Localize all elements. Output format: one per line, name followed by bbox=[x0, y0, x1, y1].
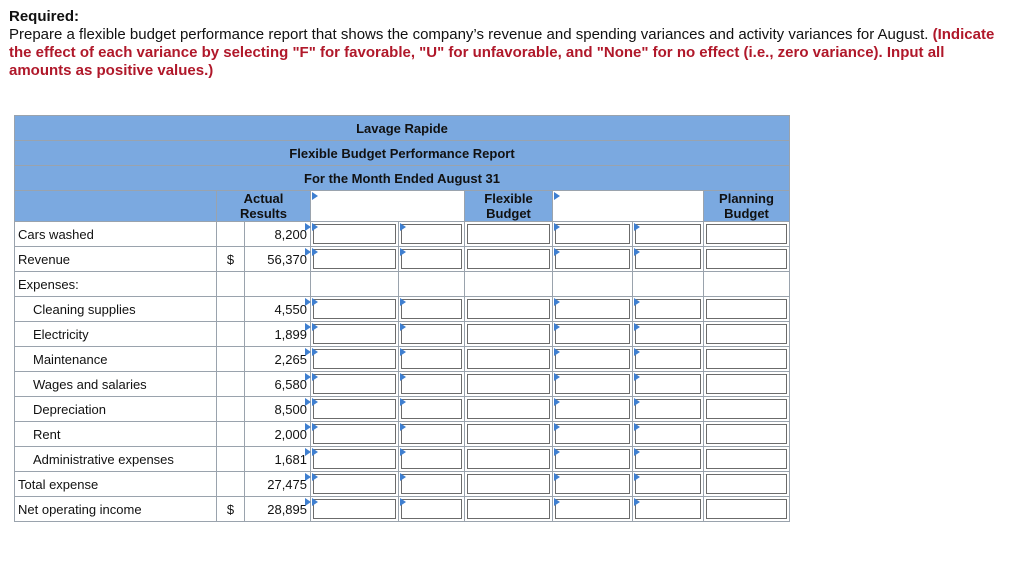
actual-value: 8,200 bbox=[245, 222, 311, 247]
row-label: Net operating income bbox=[15, 497, 217, 522]
variance-effect-select[interactable] bbox=[399, 447, 465, 472]
flexible-budget-input[interactable] bbox=[465, 472, 553, 497]
input-box[interactable] bbox=[555, 399, 630, 419]
flexible-budget-input[interactable] bbox=[465, 447, 553, 472]
variance-input[interactable] bbox=[311, 497, 399, 522]
select-box[interactable] bbox=[635, 399, 701, 419]
dropdown-marker-icon bbox=[312, 398, 318, 406]
input-box[interactable] bbox=[555, 249, 630, 269]
dropdown-marker-icon bbox=[400, 348, 406, 356]
dollar-sign bbox=[217, 347, 245, 372]
variance-input[interactable] bbox=[311, 422, 399, 447]
header-blank bbox=[15, 191, 217, 222]
variance-input[interactable] bbox=[553, 472, 633, 497]
variance-input[interactable] bbox=[311, 297, 399, 322]
variance-input[interactable] bbox=[553, 297, 633, 322]
select-box[interactable] bbox=[401, 424, 462, 444]
dropdown-marker-icon bbox=[400, 398, 406, 406]
variance-effect-select[interactable] bbox=[633, 472, 704, 497]
row-label: Revenue bbox=[15, 247, 217, 272]
row-label: Electricity bbox=[15, 322, 217, 347]
input-box[interactable] bbox=[467, 374, 550, 394]
row-label: Wages and salaries bbox=[15, 372, 217, 397]
input-box[interactable] bbox=[555, 374, 630, 394]
dropdown-marker-icon bbox=[634, 298, 640, 306]
input-box[interactable] bbox=[467, 299, 550, 319]
dropdown-marker-icon bbox=[634, 473, 640, 481]
flexible-budget-input[interactable] bbox=[465, 297, 553, 322]
input-box[interactable] bbox=[467, 424, 550, 444]
table-row bbox=[15, 422, 790, 447]
flexible-budget-input bbox=[465, 272, 553, 297]
instruction-note: (Indicate the effect of each variance by selecting "F" for favorable, "U" for unfavorable, and "None" for no effect (i.e., zero variance). Input all amounts as positive values.) bbox=[9, 26, 995, 79]
variance-effect-select[interactable] bbox=[399, 472, 465, 497]
select-box[interactable] bbox=[401, 399, 462, 419]
variance-input[interactable] bbox=[311, 222, 399, 247]
dropdown-marker-icon bbox=[400, 473, 406, 481]
variance-effect-select[interactable] bbox=[399, 372, 465, 397]
variance-effect-select[interactable] bbox=[399, 397, 465, 422]
select-box[interactable] bbox=[635, 374, 701, 394]
input-box[interactable] bbox=[555, 449, 630, 469]
dropdown-marker-icon bbox=[554, 192, 560, 200]
dropdown-marker-icon bbox=[400, 373, 406, 381]
select-box[interactable] bbox=[401, 349, 462, 369]
dropdown-marker-icon bbox=[312, 423, 318, 431]
input-box[interactable] bbox=[706, 224, 787, 244]
variance-input[interactable] bbox=[311, 322, 399, 347]
variance-effect-select[interactable] bbox=[399, 297, 465, 322]
variance-effect-select[interactable] bbox=[399, 222, 465, 247]
table-row bbox=[15, 247, 790, 272]
instruction-text bbox=[9, 26, 1009, 80]
table-row bbox=[15, 222, 790, 247]
select-box[interactable] bbox=[401, 299, 462, 319]
planning-budget-input[interactable] bbox=[704, 372, 790, 397]
flexible-budget-input[interactable] bbox=[465, 347, 553, 372]
planning-budget-input bbox=[704, 272, 790, 297]
dropdown-marker-icon bbox=[400, 298, 406, 306]
variance-effect-select[interactable] bbox=[633, 397, 704, 422]
flexible-budget-input[interactable] bbox=[465, 497, 553, 522]
variance-input[interactable] bbox=[553, 347, 633, 372]
flexible-budget-input[interactable] bbox=[465, 322, 553, 347]
input-box[interactable] bbox=[467, 399, 550, 419]
select-box[interactable] bbox=[635, 324, 701, 344]
input-box[interactable] bbox=[313, 474, 396, 494]
dropdown-marker-icon bbox=[400, 423, 406, 431]
select-box[interactable] bbox=[401, 224, 462, 244]
input-box[interactable] bbox=[706, 249, 787, 269]
variance-input[interactable] bbox=[553, 497, 633, 522]
select-box[interactable] bbox=[635, 249, 701, 269]
dropdown-marker-icon bbox=[634, 323, 640, 331]
input-box[interactable] bbox=[313, 324, 396, 344]
table-row bbox=[15, 397, 790, 422]
input-box[interactable] bbox=[313, 424, 396, 444]
input-box[interactable] bbox=[706, 499, 787, 519]
actual-value bbox=[245, 272, 311, 297]
variance-input[interactable] bbox=[553, 372, 633, 397]
dropdown-marker-icon bbox=[312, 373, 318, 381]
dropdown-marker-icon bbox=[634, 223, 640, 231]
variance-input[interactable] bbox=[311, 397, 399, 422]
input-box[interactable] bbox=[706, 374, 787, 394]
variance-effect-select bbox=[633, 272, 704, 297]
col-planning-budget: Planning Budget bbox=[704, 191, 790, 222]
dropdown-marker-icon bbox=[554, 223, 560, 231]
report-title: Flexible Budget Performance Report bbox=[15, 141, 790, 166]
dropdown-marker-icon bbox=[634, 348, 640, 356]
column-header-select-1[interactable] bbox=[311, 191, 465, 222]
dropdown-marker-icon bbox=[634, 398, 640, 406]
dropdown-marker-icon bbox=[554, 373, 560, 381]
planning-budget-input[interactable] bbox=[704, 447, 790, 472]
dropdown-marker-icon bbox=[400, 323, 406, 331]
input-box[interactable] bbox=[313, 399, 396, 419]
input-box[interactable] bbox=[706, 424, 787, 444]
select-box[interactable] bbox=[635, 299, 701, 319]
select-box[interactable] bbox=[635, 449, 701, 469]
row-label: Expenses: bbox=[15, 272, 217, 297]
variance-input[interactable] bbox=[311, 347, 399, 372]
input-box[interactable] bbox=[313, 224, 396, 244]
variance-input bbox=[311, 272, 399, 297]
actual-value: 1,899 bbox=[245, 322, 311, 347]
variance-effect-select[interactable] bbox=[633, 447, 704, 472]
dropdown-marker-icon bbox=[312, 248, 318, 256]
row-label: Administrative expenses bbox=[15, 447, 217, 472]
dropdown-marker-icon bbox=[400, 498, 406, 506]
variance-input bbox=[553, 272, 633, 297]
input-box[interactable] bbox=[467, 499, 550, 519]
dropdown-marker-icon bbox=[312, 223, 318, 231]
select-box[interactable] bbox=[635, 224, 701, 244]
dropdown-marker-icon bbox=[312, 448, 318, 456]
select-box[interactable] bbox=[635, 349, 701, 369]
input-box[interactable] bbox=[467, 349, 550, 369]
flexible-budget-input[interactable] bbox=[465, 247, 553, 272]
dropdown-marker-icon bbox=[554, 473, 560, 481]
table-row bbox=[15, 347, 790, 372]
input-box[interactable] bbox=[555, 324, 630, 344]
dropdown-marker-icon bbox=[634, 448, 640, 456]
input-box[interactable] bbox=[555, 299, 630, 319]
input-box[interactable] bbox=[313, 499, 396, 519]
select-box[interactable] bbox=[401, 499, 462, 519]
variance-effect-select[interactable] bbox=[633, 322, 704, 347]
dropdown-marker-icon bbox=[312, 192, 318, 200]
variance-effect-select[interactable] bbox=[633, 372, 704, 397]
variance-effect-select[interactable] bbox=[633, 347, 704, 372]
dollar-sign: $ bbox=[217, 247, 245, 272]
dollar-sign bbox=[217, 397, 245, 422]
performance-report-table bbox=[14, 115, 790, 522]
variance-effect-select[interactable] bbox=[399, 247, 465, 272]
dollar-sign bbox=[217, 372, 245, 397]
select-box[interactable] bbox=[401, 249, 462, 269]
dollar-sign bbox=[217, 322, 245, 347]
row-label: Depreciation bbox=[15, 397, 217, 422]
planning-budget-input[interactable] bbox=[704, 497, 790, 522]
select-box[interactable] bbox=[401, 449, 462, 469]
variance-effect-select[interactable] bbox=[633, 297, 704, 322]
planning-budget-input[interactable] bbox=[704, 322, 790, 347]
input-box[interactable] bbox=[313, 299, 396, 319]
input-box[interactable] bbox=[467, 324, 550, 344]
instructions bbox=[9, 8, 1009, 80]
input-box[interactable] bbox=[555, 424, 630, 444]
variance-input[interactable] bbox=[553, 222, 633, 247]
table-row bbox=[15, 497, 790, 522]
company-name: Lavage Rapide bbox=[15, 116, 790, 141]
variance-input[interactable] bbox=[311, 372, 399, 397]
dollar-sign bbox=[217, 297, 245, 322]
select-box[interactable] bbox=[635, 474, 701, 494]
flexible-budget-input[interactable] bbox=[465, 222, 553, 247]
actual-value: 2,000 bbox=[245, 422, 311, 447]
planning-budget-input[interactable] bbox=[704, 247, 790, 272]
actual-value: 56,370 bbox=[245, 247, 311, 272]
row-label: Maintenance bbox=[15, 347, 217, 372]
col-actual-results: Actual Results bbox=[217, 191, 311, 222]
actual-value: 28,895 bbox=[245, 497, 311, 522]
input-box[interactable] bbox=[313, 374, 396, 394]
variance-effect-select[interactable] bbox=[399, 497, 465, 522]
input-box[interactable] bbox=[706, 299, 787, 319]
row-label: Cars washed bbox=[15, 222, 217, 247]
dropdown-marker-icon bbox=[312, 298, 318, 306]
dropdown-marker-icon bbox=[312, 473, 318, 481]
dollar-sign bbox=[217, 422, 245, 447]
variance-input[interactable] bbox=[553, 422, 633, 447]
variance-effect-select[interactable] bbox=[399, 347, 465, 372]
column-header-select-2[interactable] bbox=[553, 191, 704, 222]
input-box[interactable] bbox=[313, 349, 396, 369]
dropdown-marker-icon bbox=[400, 248, 406, 256]
dollar-sign bbox=[217, 222, 245, 247]
dollar-sign bbox=[217, 472, 245, 497]
col-flexible-budget: Flexible Budget bbox=[465, 191, 553, 222]
required-heading: Required: bbox=[9, 8, 80, 25]
dropdown-marker-icon bbox=[554, 323, 560, 331]
table-row bbox=[15, 472, 790, 497]
input-box[interactable] bbox=[555, 349, 630, 369]
dropdown-marker-icon bbox=[312, 348, 318, 356]
input-box[interactable] bbox=[467, 474, 550, 494]
instruction-line: Prepare a flexible budget performance report that shows the company’s revenue and spending variances and activity variances for August. bbox=[9, 26, 929, 43]
variance-effect-select[interactable] bbox=[633, 497, 704, 522]
table-row bbox=[15, 447, 790, 472]
planning-budget-input[interactable] bbox=[704, 397, 790, 422]
input-box[interactable] bbox=[313, 449, 396, 469]
table-row bbox=[15, 322, 790, 347]
row-label: Total expense bbox=[15, 472, 217, 497]
input-box[interactable] bbox=[706, 474, 787, 494]
row-label: Rent bbox=[15, 422, 217, 447]
variance-input[interactable] bbox=[553, 247, 633, 272]
select-box[interactable] bbox=[401, 374, 462, 394]
input-box[interactable] bbox=[706, 349, 787, 369]
actual-value: 27,475 bbox=[245, 472, 311, 497]
variance-effect-select[interactable] bbox=[633, 422, 704, 447]
input-box[interactable] bbox=[467, 249, 550, 269]
variance-input[interactable] bbox=[311, 247, 399, 272]
planning-budget-input[interactable] bbox=[704, 222, 790, 247]
variance-input[interactable] bbox=[553, 447, 633, 472]
planning-budget-input[interactable] bbox=[704, 347, 790, 372]
flexible-budget-input[interactable] bbox=[465, 422, 553, 447]
variance-effect-select[interactable] bbox=[633, 247, 704, 272]
flexible-budget-input[interactable] bbox=[465, 372, 553, 397]
variance-input[interactable] bbox=[553, 397, 633, 422]
dollar-sign bbox=[217, 447, 245, 472]
variance-effect-select[interactable] bbox=[633, 222, 704, 247]
input-box[interactable] bbox=[555, 474, 630, 494]
dropdown-marker-icon bbox=[634, 498, 640, 506]
variance-input[interactable] bbox=[311, 472, 399, 497]
dropdown-marker-icon bbox=[634, 373, 640, 381]
select-box[interactable] bbox=[401, 324, 462, 344]
actual-value: 8,500 bbox=[245, 397, 311, 422]
dropdown-marker-icon bbox=[554, 398, 560, 406]
input-box[interactable] bbox=[706, 324, 787, 344]
actual-value: 4,550 bbox=[245, 297, 311, 322]
input-box[interactable] bbox=[706, 399, 787, 419]
select-box[interactable] bbox=[401, 474, 462, 494]
table-row bbox=[15, 372, 790, 397]
report-rows bbox=[15, 222, 790, 522]
actual-value: 6,580 bbox=[245, 372, 311, 397]
report-period: For the Month Ended August 31 bbox=[15, 166, 790, 191]
table-row bbox=[15, 297, 790, 322]
input-box[interactable] bbox=[467, 224, 550, 244]
actual-value: 1,681 bbox=[245, 447, 311, 472]
dropdown-marker-icon bbox=[312, 323, 318, 331]
input-box[interactable] bbox=[313, 249, 396, 269]
dropdown-marker-icon bbox=[312, 498, 318, 506]
dollar-sign bbox=[217, 272, 245, 297]
dollar-sign: $ bbox=[217, 497, 245, 522]
dropdown-marker-icon bbox=[554, 348, 560, 356]
planning-budget-input[interactable] bbox=[704, 422, 790, 447]
variance-input[interactable] bbox=[311, 447, 399, 472]
input-box[interactable] bbox=[706, 449, 787, 469]
dropdown-marker-icon bbox=[634, 248, 640, 256]
dropdown-marker-icon bbox=[554, 448, 560, 456]
variance-effect-select[interactable] bbox=[399, 322, 465, 347]
planning-budget-input[interactable] bbox=[704, 297, 790, 322]
variance-effect-select[interactable] bbox=[399, 422, 465, 447]
table-row bbox=[15, 272, 790, 297]
row-label: Cleaning supplies bbox=[15, 297, 217, 322]
dropdown-marker-icon bbox=[554, 298, 560, 306]
flexible-budget-input[interactable] bbox=[465, 397, 553, 422]
variance-input[interactable] bbox=[553, 322, 633, 347]
select-box[interactable] bbox=[635, 499, 701, 519]
actual-value: 2,265 bbox=[245, 347, 311, 372]
dropdown-marker-icon bbox=[400, 448, 406, 456]
input-box[interactable] bbox=[555, 499, 630, 519]
select-box[interactable] bbox=[635, 424, 701, 444]
planning-budget-input[interactable] bbox=[704, 472, 790, 497]
dropdown-marker-icon bbox=[554, 423, 560, 431]
input-box[interactable] bbox=[555, 224, 630, 244]
input-box[interactable] bbox=[467, 449, 550, 469]
variance-effect-select bbox=[399, 272, 465, 297]
dropdown-marker-icon bbox=[634, 423, 640, 431]
dropdown-marker-icon bbox=[554, 248, 560, 256]
dropdown-marker-icon bbox=[400, 223, 406, 231]
dropdown-marker-icon bbox=[554, 498, 560, 506]
